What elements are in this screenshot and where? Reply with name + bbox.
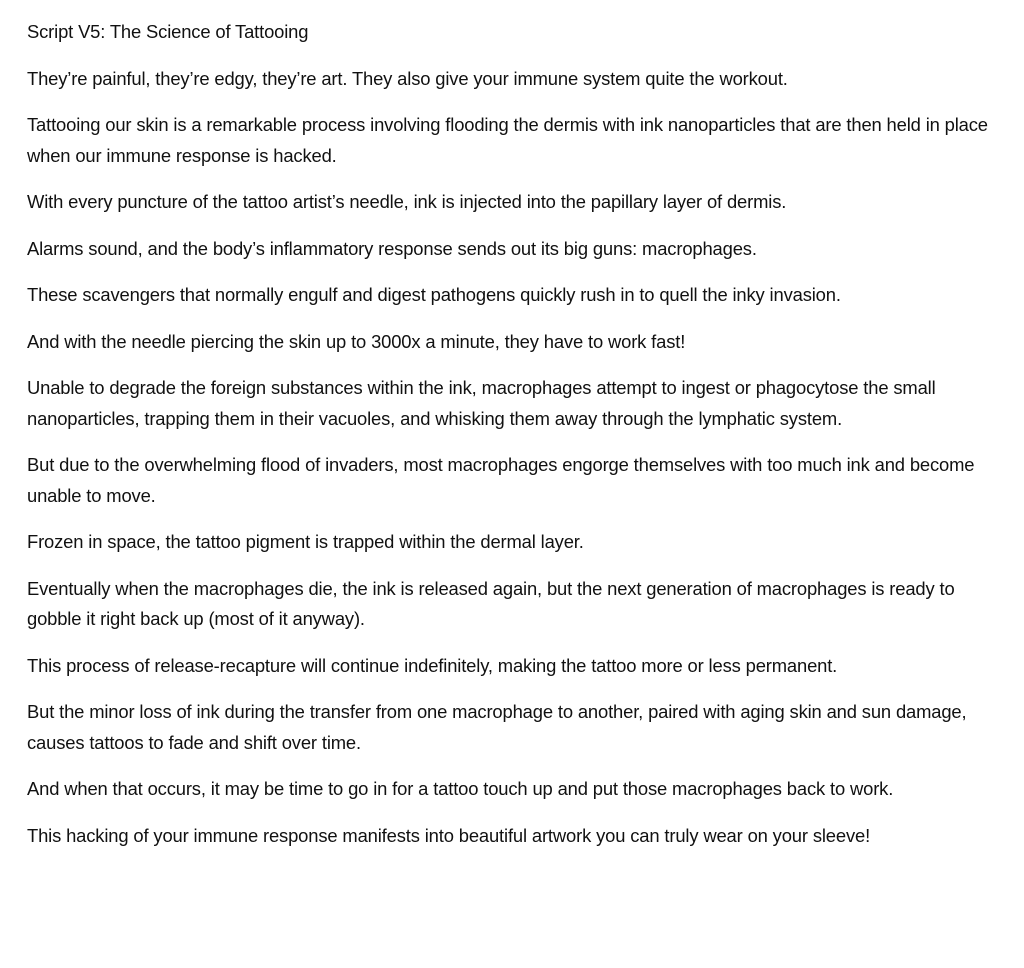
- paragraph: These scavengers that normally engulf and digest pathogens quickly rush in to quell the inky invasion.: [27, 284, 841, 305]
- paragraph: Tattooing our skin is a remarkable process involving flooding the dermis with ink nanoparticles that are then held in place when our immune response is hacked.: [27, 114, 988, 166]
- document-title: Script V5: The Science of Tattooing: [27, 21, 309, 42]
- paragraph: With every puncture of the tattoo artist’s needle, ink is injected into the papillary layer of dermis.: [27, 191, 787, 212]
- paragraph: This hacking of your immune response manifests into beautiful artwork you can truly wear on your sleeve!: [27, 824, 871, 846]
- paragraph: Frozen in space, the tattoo pigment is trapped within the dermal layer.: [27, 531, 584, 552]
- paragraph: And with the needle piercing the skin up to 3000x a minute, they have to work fast!: [27, 330, 686, 352]
- paragraph: Unable to degrade the foreign substances within the ink, macrophages attempt to ingest or phagocytose the small nanoparticles, trapping them in their vacuoles, and whisking them away through the lymphatic system.: [27, 377, 936, 429]
- paragraph: And when that occurs, it may be time to go in for a tattoo touch up and put those macrophages back to work.: [27, 778, 894, 799]
- paragraph: But due to the overwhelming flood of invaders, most macrophages engorge themselves with too much ink and become unable to move.: [27, 454, 975, 506]
- paragraph: Eventually when the macrophages die, the ink is released again, but the next generation of macrophages is ready to gobble it right back up (most of it anyway).: [27, 577, 955, 629]
- paragraph: Alarms sound, and the body’s inflammatory response sends out its big guns: macrophages.: [27, 237, 757, 259]
- paragraph: But the minor loss of ink during the transfer from one macrophage to another, paired with aging skin and sun damage, causes tattoos to fade and shift over time.: [27, 701, 967, 753]
- paragraph: This process of release-recapture will continue indefinitely, making the tattoo more or less permanent.: [27, 654, 838, 676]
- paragraph: They’re painful, they’re edgy, they’re art. They also give your immune system quite the workout.: [27, 67, 788, 89]
- document-page: [27, 17, 1002, 867]
